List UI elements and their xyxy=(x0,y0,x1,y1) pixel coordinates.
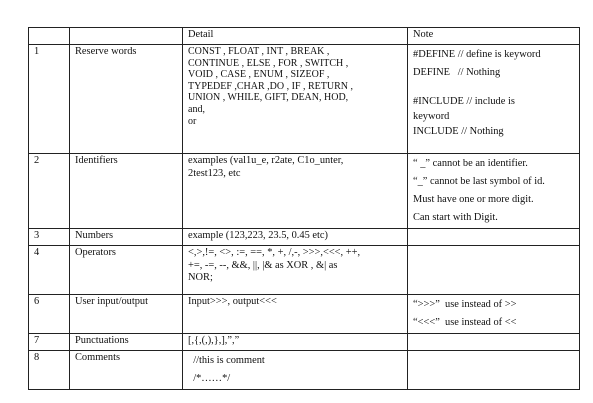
note-line: “>>>” use instead of >> xyxy=(413,299,517,310)
header-row xyxy=(29,28,580,45)
row-category: Reserve words xyxy=(70,45,183,154)
row-detail xyxy=(183,351,408,390)
row-number: 1 xyxy=(29,45,70,154)
detail-line: 2test123, etc xyxy=(188,167,241,179)
row-category: Numbers xyxy=(70,229,183,246)
header-cell-num xyxy=(29,28,70,45)
row-category: Identifiers xyxy=(70,154,183,229)
table-row xyxy=(29,246,580,295)
row-number: 8 xyxy=(29,351,70,390)
row-note xyxy=(408,351,580,390)
row-category: Operators xyxy=(70,246,183,295)
note-line: INCLUDE // Nothing xyxy=(413,126,504,137)
header-cell-detail: Detail xyxy=(183,28,408,45)
header-cell-category xyxy=(70,28,183,45)
row-number: 3 xyxy=(29,229,70,246)
table-row xyxy=(29,45,580,154)
detail-line: example (123,223, 23.5, 0.45 etc) xyxy=(188,230,328,241)
note-spacer xyxy=(413,82,575,94)
table-row xyxy=(29,351,580,390)
detail-line: CONST , FLOAT , INT , BREAK , xyxy=(188,46,330,57)
table-row xyxy=(29,295,580,334)
detail-line: [,{,(,),},],”,” xyxy=(188,335,240,346)
table-row xyxy=(29,229,580,246)
note-line: “ _” cannot be an identifier. xyxy=(413,158,528,169)
detail-line: VOID , CASE , ENUM , SIZEOF , xyxy=(188,69,330,81)
note-line: Can start with Digit. xyxy=(413,212,498,223)
detail-line: and, xyxy=(188,103,205,115)
table-row xyxy=(29,334,580,351)
row-category: Comments xyxy=(70,351,183,390)
note-line: “<<<” use instead of << xyxy=(413,317,517,328)
note-line: DEFINE // Nothing xyxy=(413,67,501,78)
detail-line: +=, -=, --, &&, ||, |& as XOR , &| as xyxy=(188,259,338,271)
note-line: #INCLUDE // include is xyxy=(413,96,515,107)
row-category: Punctuations xyxy=(70,334,183,351)
detail-line: CONTINUE , ELSE , FOR , SWITCH , xyxy=(188,57,349,69)
note-line: “_” cannot be last symbol of id. xyxy=(413,176,545,187)
detail-line: NOR; xyxy=(188,272,213,283)
detail-line: <,>,!=, <>, :=, ==, *, +, /,-, >>>,<<<, ++, xyxy=(188,247,361,258)
row-note xyxy=(408,45,580,154)
row-note xyxy=(408,334,580,351)
row-note xyxy=(408,295,580,334)
row-number: 6 xyxy=(29,295,70,334)
note-line: keyword xyxy=(413,111,450,122)
tokens-table xyxy=(28,27,580,390)
detail-line: /*……*/ xyxy=(188,373,231,384)
row-note xyxy=(408,229,580,246)
detail-line: TYPEDEF ,CHAR ,DO , IF , RETURN , xyxy=(188,80,354,92)
note-line: Must have one or more digit. xyxy=(413,194,534,205)
detail-line: Input>>>, output<<< xyxy=(188,296,277,307)
row-number: 4 xyxy=(29,246,70,295)
detail-line: examples (val1u_e, r2ate, C1o_unter, xyxy=(188,155,344,166)
row-number: 7 xyxy=(29,334,70,351)
row-note xyxy=(408,246,580,295)
row-category: User input/output xyxy=(70,295,183,334)
row-detail xyxy=(183,229,408,246)
row-note xyxy=(408,154,580,229)
detail-line: or xyxy=(188,115,197,127)
header-cell-note: Note xyxy=(408,28,580,45)
row-detail xyxy=(183,154,408,229)
row-detail xyxy=(183,45,408,154)
row-number: 2 xyxy=(29,154,70,229)
row-detail xyxy=(183,295,408,334)
note-line: #DEFINE // define is keyword xyxy=(413,49,541,60)
row-detail xyxy=(183,246,408,295)
table-row xyxy=(29,154,580,229)
detail-line: UNION , WHILE, GIFT, DEAN, HOD, xyxy=(188,92,349,104)
row-detail xyxy=(183,334,408,351)
detail-line: //this is comment xyxy=(188,355,265,366)
